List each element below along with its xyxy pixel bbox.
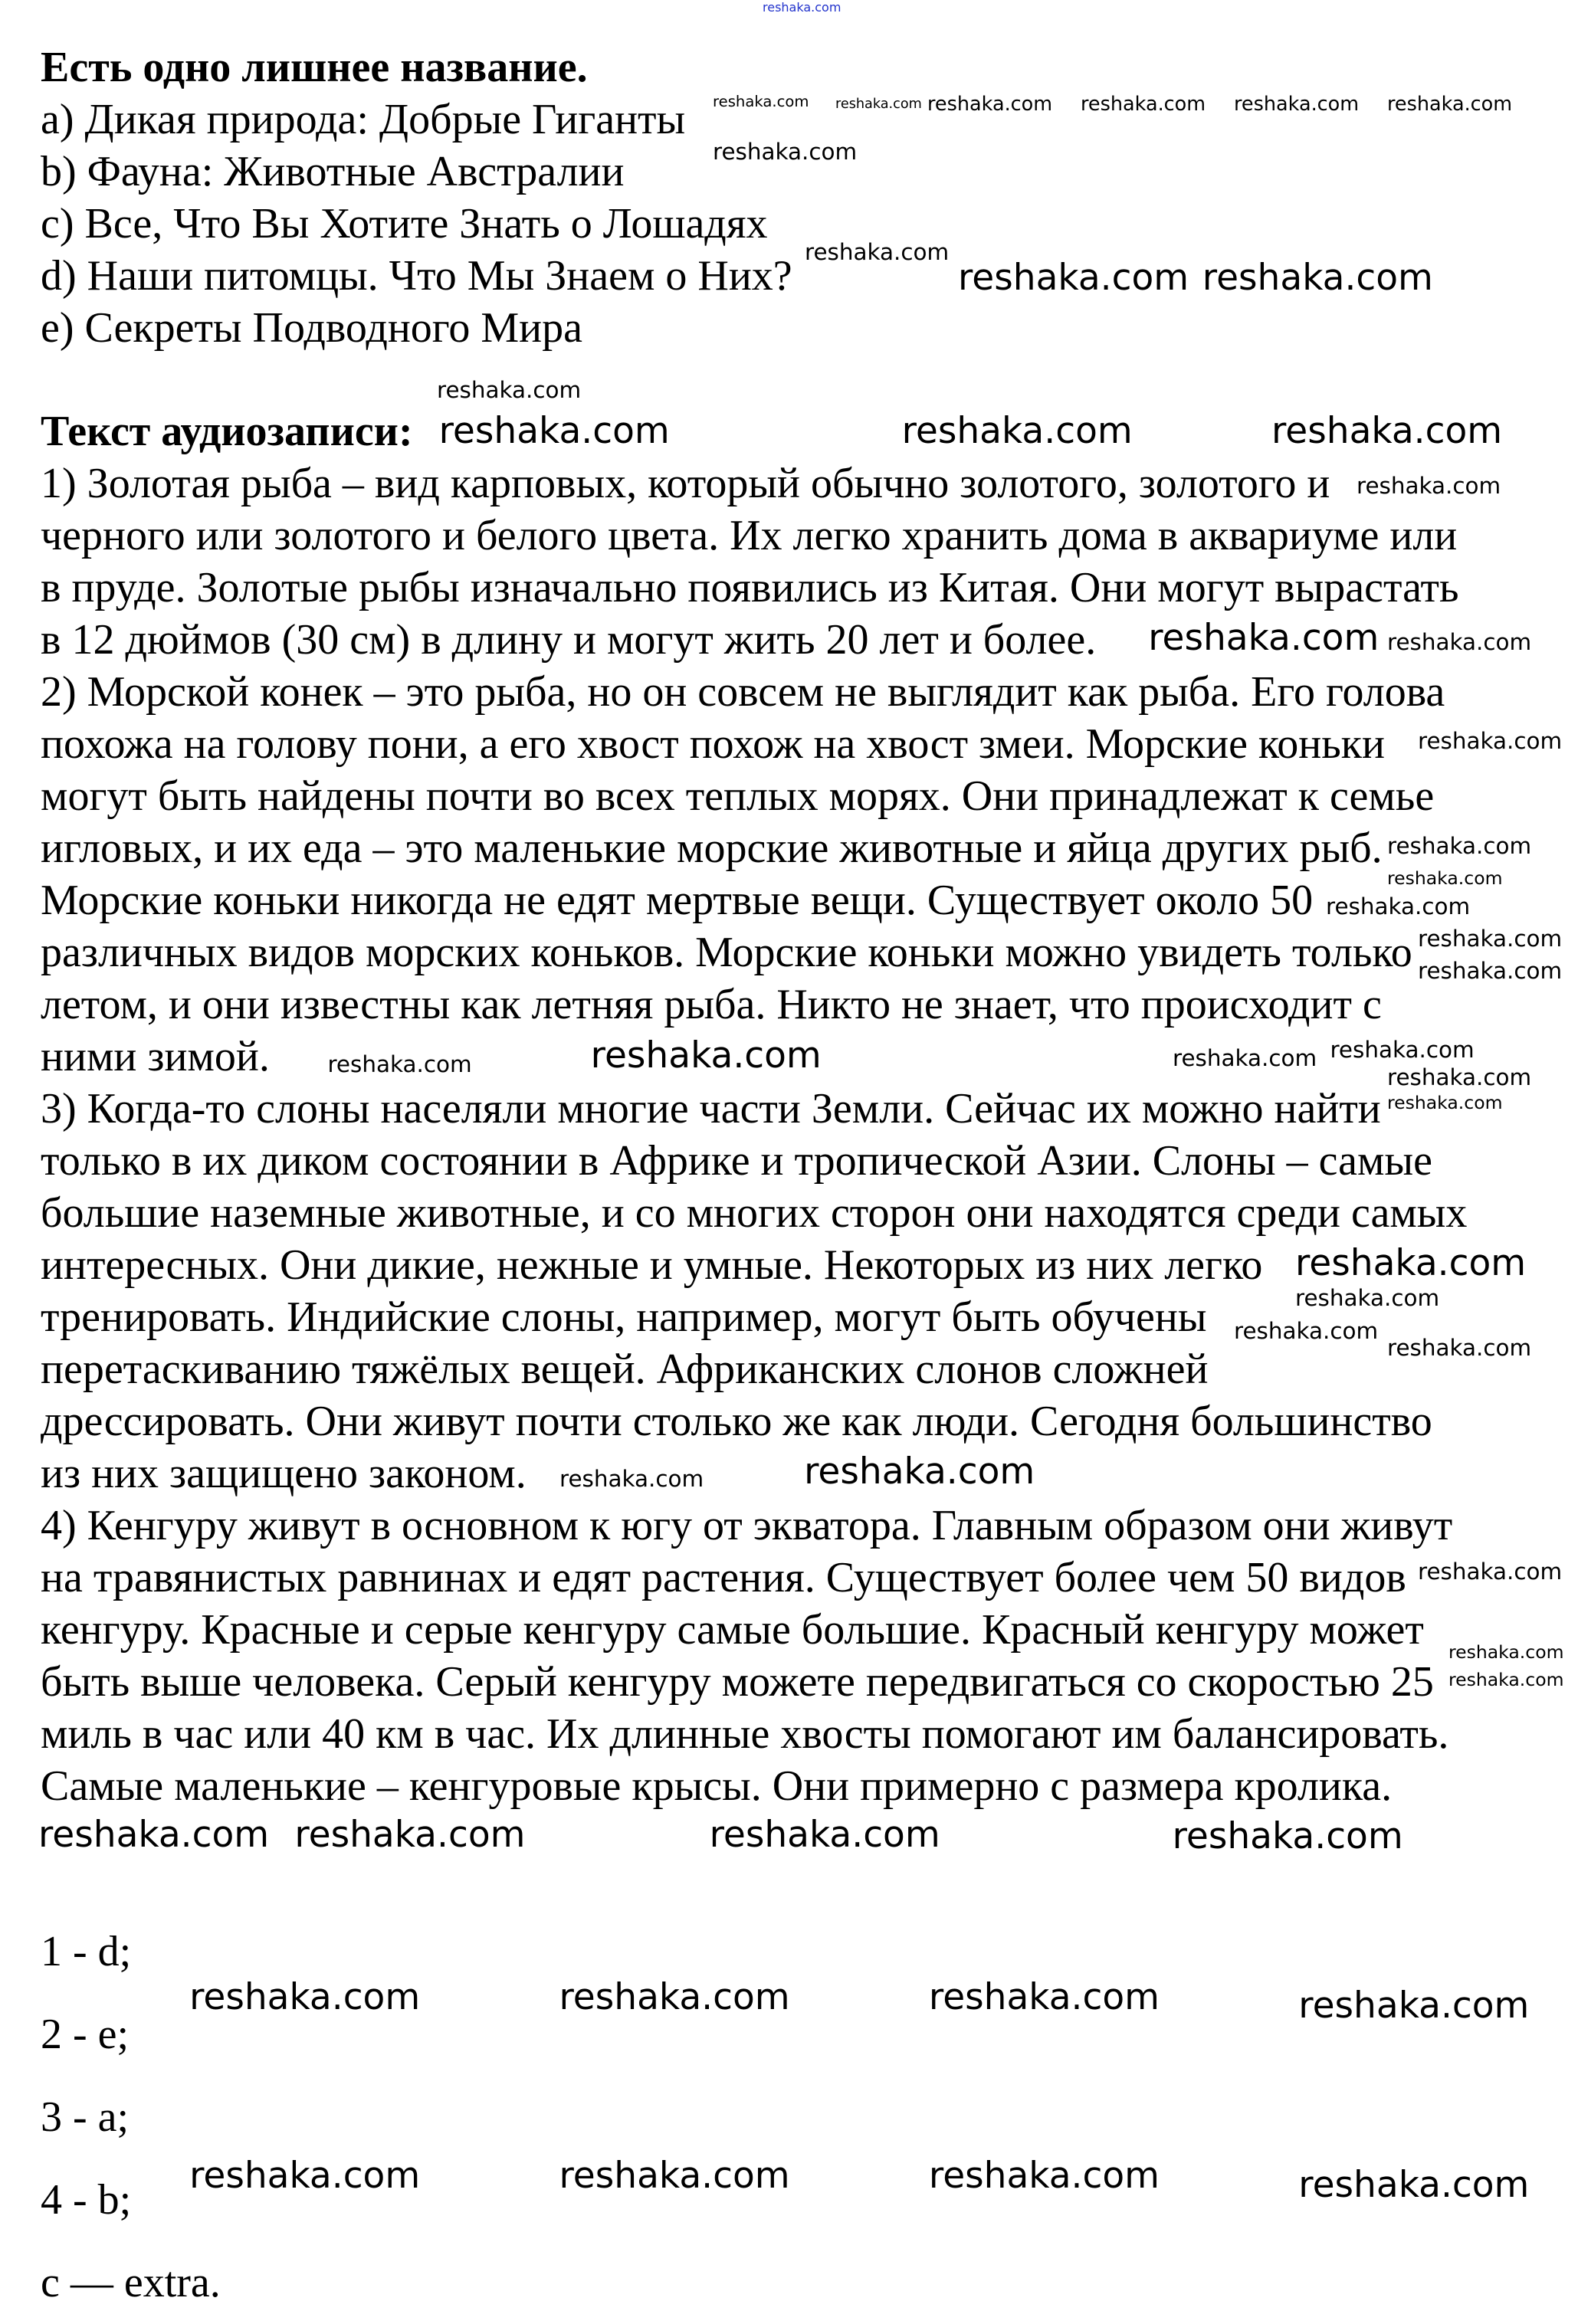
watermark: reshaka.com xyxy=(1298,2163,1530,2206)
watermark: reshaka.com xyxy=(294,1814,526,1857)
option-e: e) Секреты Подводного Мира xyxy=(41,304,582,352)
watermark: reshaka.com xyxy=(559,2155,790,2198)
watermark: reshaka.com xyxy=(805,238,950,265)
transcript-line: миль в час или 40 км в час. Их длинные хвосты помогают им балансировать. xyxy=(41,1710,1449,1758)
answer-3: 3 - a; xyxy=(41,2093,130,2141)
watermark: reshaka.com xyxy=(713,138,858,165)
transcript-line: в пруде. Золотые рыбы изначально появились из Китая. Они могут вырастать xyxy=(41,564,1459,611)
watermark: reshaka.com xyxy=(1418,727,1563,754)
transcript-line: в 12 дюймов (30 см) в длину и могут жить 20 лет и более. xyxy=(41,616,1097,664)
top-watermark-link[interactable]: reshaka.com xyxy=(763,0,841,15)
watermark: reshaka.com xyxy=(1295,1285,1440,1312)
watermark: reshaka.com xyxy=(709,1814,940,1857)
transcript-line: перетаскиванию тяжёлых вещей. Африканских слонов сложней xyxy=(41,1346,1209,1393)
transcript-line: ними зимой. xyxy=(41,1033,270,1080)
watermark: reshaka.com xyxy=(189,2155,421,2198)
watermark: reshaka.com xyxy=(1081,93,1206,116)
watermark: reshaka.com xyxy=(1234,93,1360,116)
watermark: reshaka.com xyxy=(835,97,922,113)
watermark: reshaka.com xyxy=(1172,1814,1403,1857)
watermark: reshaka.com xyxy=(928,2155,1160,2198)
watermark: reshaka.com xyxy=(1295,1242,1527,1285)
transcript-line: различных видов морских коньков. Морские коньки можно увидеть только xyxy=(41,929,1412,976)
watermark: reshaka.com xyxy=(1387,629,1532,656)
transcript-heading: Текст аудиозаписи: xyxy=(41,408,413,455)
option-d: d) Наши питомцы. Что Мы Знаем о Них? xyxy=(41,252,792,300)
watermark: reshaka.com xyxy=(1448,1669,1564,1691)
watermark: reshaka.com xyxy=(1330,1037,1475,1064)
transcript-line: только в их диком состоянии в Африке и тропической Азии. Слоны – самые xyxy=(41,1137,1432,1185)
watermark: reshaka.com xyxy=(1418,958,1563,985)
watermark: reshaka.com xyxy=(189,1975,421,2018)
transcript-line: на травянистых равнинах и едят растения. Существует более чем 50 видов xyxy=(41,1554,1406,1601)
watermark: reshaka.com xyxy=(1387,833,1532,859)
transcript-line: большие наземные животные, и со многих сторон они находятся среди самых xyxy=(41,1189,1468,1237)
watermark: reshaka.com xyxy=(1387,867,1503,890)
watermark: reshaka.com xyxy=(1387,1064,1532,1090)
audio-transcript xyxy=(41,405,1467,1812)
watermark: reshaka.com xyxy=(559,1466,704,1493)
transcript-line: интересных. Они дикие, нежные и умные. Некоторых из них легко xyxy=(41,1241,1263,1289)
answer-4: 4 - b; xyxy=(41,2176,132,2224)
watermark: reshaka.com xyxy=(1387,93,1513,116)
watermark: reshaka.com xyxy=(38,1814,270,1857)
transcript-line: Самые маленькие – кенгуровые крысы. Они примерно с размера кролика. xyxy=(41,1762,1393,1810)
watermark: reshaka.com xyxy=(901,409,1133,452)
transcript-line: летом, и они известны как летняя рыба. Никто не знает, что происходит с xyxy=(41,981,1382,1028)
option-a: a) Дикая природа: Добрые Гиганты xyxy=(41,96,686,143)
transcript-line: из них защищено законом. xyxy=(41,1450,527,1497)
transcript-line: тренировать. Индийские слоны, например, могут быть обучены xyxy=(41,1293,1207,1341)
transcript-line: игловых, и их еда – это маленькие морские животные и яйца других рыб. xyxy=(41,824,1383,872)
watermark: reshaka.com xyxy=(1298,1985,1530,2027)
transcript-line: могут быть найдены почти во всех теплых морях. Они принадлежат к семье xyxy=(41,772,1435,820)
transcript-line: 4) Кенгуру живут в основном к югу от экватора. Главным образом они живут xyxy=(41,1502,1453,1549)
watermark: reshaka.com xyxy=(590,1034,822,1077)
answer-2: 2 - e; xyxy=(41,2011,130,2058)
transcript-line: дрессировать. Они живут почти столько же как люди. Сегодня большинство xyxy=(41,1398,1432,1445)
watermark: reshaka.com xyxy=(1448,1641,1564,1664)
watermark: reshaka.com xyxy=(1148,617,1380,660)
transcript-line: черного или золотого и белого цвета. Их легко хранить дома в аквариуме или xyxy=(41,512,1458,559)
answer-extra: c — extra. xyxy=(41,2259,221,2306)
watermark: reshaka.com xyxy=(1357,473,1501,500)
option-c: c) Все, Что Вы Хотите Знать о Лошадях xyxy=(41,200,768,247)
watermark: reshaka.com xyxy=(437,377,582,404)
transcript-line: Морские коньки никогда не едят мертвые вещи. Существует около 50 xyxy=(41,877,1314,924)
watermark: reshaka.com xyxy=(1202,257,1433,300)
watermark: reshaka.com xyxy=(1387,1334,1532,1361)
transcript-line: похожа на голову пони, а его хвост похож на хвост змеи. Морские коньки xyxy=(41,720,1385,768)
task-section xyxy=(41,41,792,354)
answers-section xyxy=(41,1910,221,2324)
watermark: reshaka.com xyxy=(1271,409,1503,452)
watermark: reshaka.com xyxy=(1387,1091,1503,1113)
watermark: reshaka.com xyxy=(438,409,670,452)
watermark: reshaka.com xyxy=(1418,1559,1563,1585)
watermark: reshaka.com xyxy=(327,1051,472,1077)
watermark: reshaka.com xyxy=(1234,1318,1379,1345)
watermark: reshaka.com xyxy=(1418,926,1563,952)
task-title: Есть одно лишнее название. xyxy=(41,44,588,91)
transcript-line: быть выше человека. Серый кенгуру можете передвигаться со скоростью 25 xyxy=(41,1658,1434,1706)
option-b: b) Фауна: Животные Австралии xyxy=(41,148,625,195)
transcript-line: 3) Когда-то слоны населяли многие части Земли. Сейчас их можно найти xyxy=(41,1085,1381,1132)
watermark: reshaka.com xyxy=(559,1975,790,2018)
watermark: reshaka.com xyxy=(928,1975,1160,2018)
transcript-line: 2) Морской конек – это рыба, но он совсем не выглядит как рыба. Его голова xyxy=(41,668,1445,716)
watermark: reshaka.com xyxy=(958,257,1189,300)
answer-1: 1 - d; xyxy=(41,1928,132,1975)
transcript-line: 1) Золотая рыба – вид карповых, который обычно золотого, золотого и xyxy=(41,460,1330,507)
transcript-line: кенгуру. Красные и серые кенгуру самые большие. Красный кенгуру может xyxy=(41,1606,1424,1654)
watermark: reshaka.com xyxy=(804,1450,1035,1493)
watermark: reshaka.com xyxy=(1173,1044,1317,1071)
watermark: reshaka.com xyxy=(1326,893,1471,919)
watermark: reshaka.com xyxy=(713,93,809,111)
watermark: reshaka.com xyxy=(927,93,1053,116)
